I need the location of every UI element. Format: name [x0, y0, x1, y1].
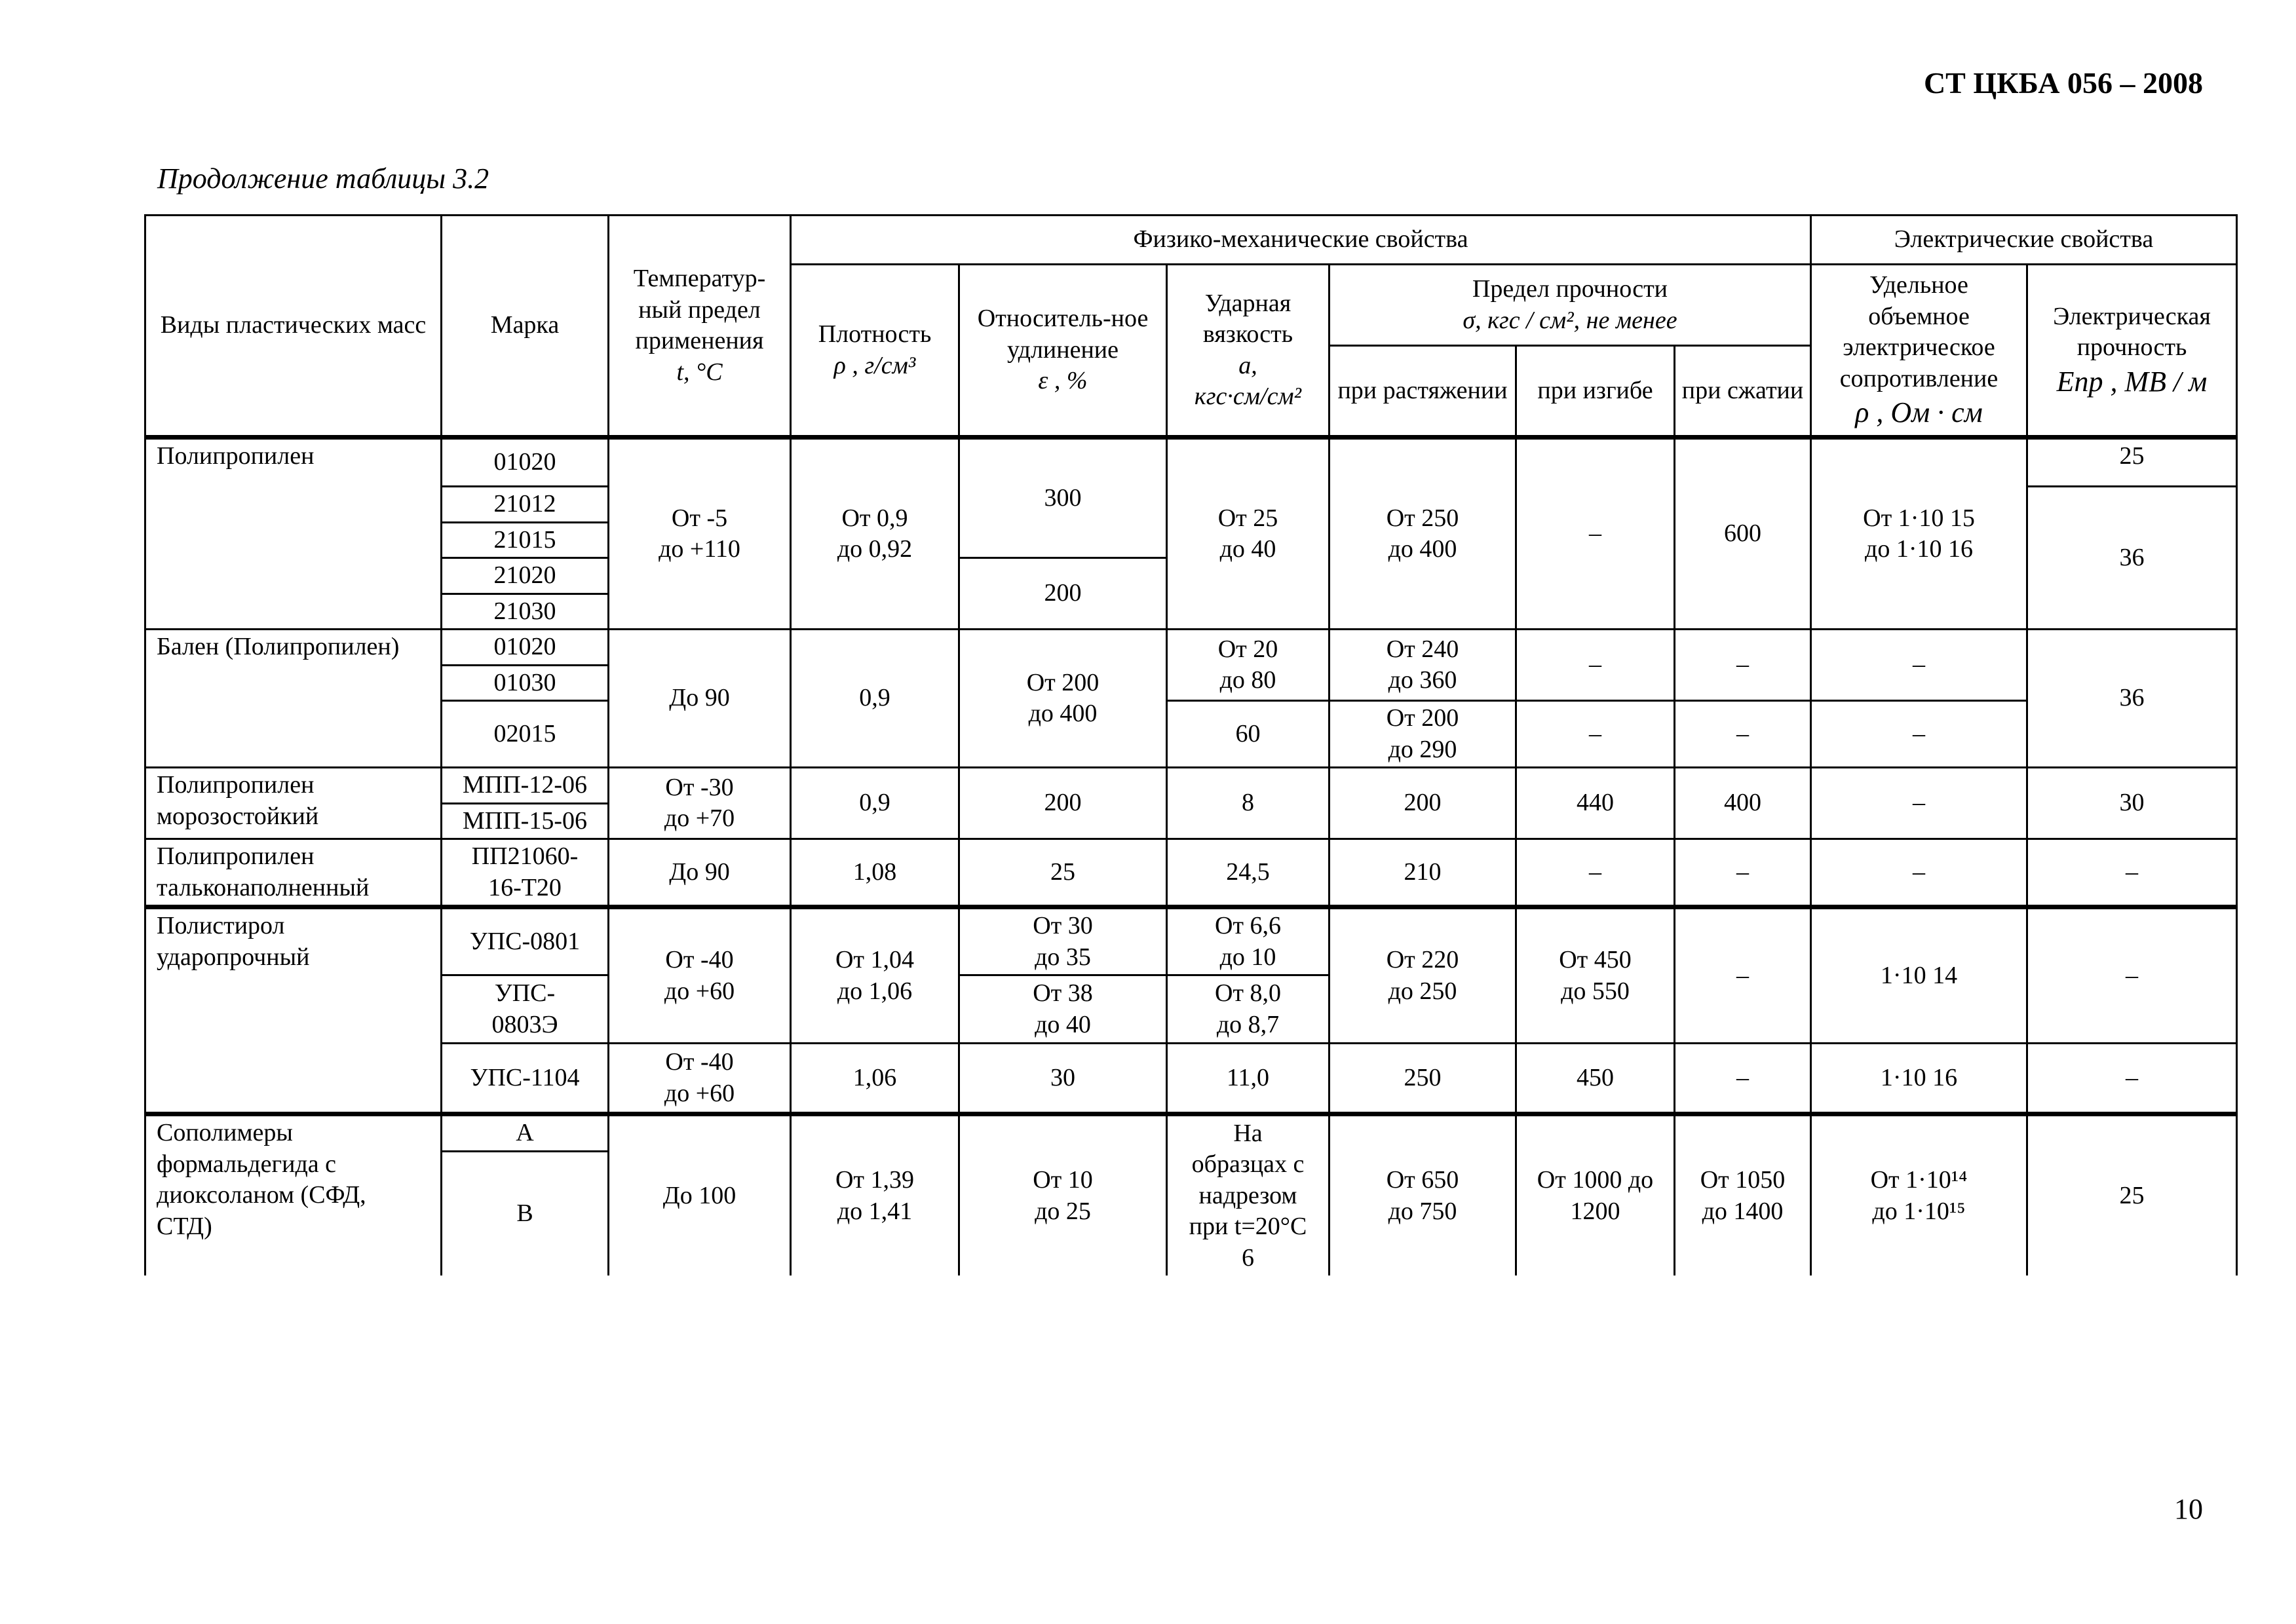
resistivity-cell: –: [1811, 768, 2027, 839]
tension-cell: [1330, 701, 1516, 768]
compression-cell: –: [1675, 839, 1811, 907]
value-line: От -5: [671, 504, 728, 532]
value-line: От -40: [665, 946, 734, 973]
tension-cell: [1330, 438, 1516, 630]
density-cell: [791, 438, 959, 630]
grade-cell: 01020: [442, 438, 609, 487]
value-line: до 1·10¹⁵: [1872, 1197, 1966, 1225]
el-strength-cell: –: [2027, 1044, 2237, 1114]
material-name: [145, 768, 442, 839]
compression-cell: –: [1675, 701, 1811, 768]
compression-cell: [1675, 1114, 1811, 1276]
elongation-cell: [959, 630, 1167, 768]
impact-cell: [1167, 630, 1330, 701]
value-line: до 400: [1028, 700, 1098, 727]
compression-cell: –: [1675, 630, 1811, 701]
value-line: до 1400: [1702, 1197, 1784, 1225]
impact-cell: 60: [1167, 701, 1330, 768]
compression-cell: 600: [1675, 438, 1811, 630]
header-elec-group: Электрические свойства: [1811, 216, 2237, 265]
value-line: От -30: [665, 773, 734, 801]
value-line: От 1000 до: [1537, 1166, 1654, 1194]
value-line: до +70: [664, 804, 735, 832]
header-elongation-symbol: ε , %: [1038, 367, 1088, 395]
table-caption: Продолжение таблицы 3.2: [157, 162, 489, 195]
table-row: [145, 630, 2237, 666]
density-cell: [791, 907, 959, 1044]
el-strength-cell: –: [2027, 907, 2237, 1044]
header-strength-symbol: σ, кгс / см², не менее: [1463, 306, 1677, 334]
header-resistivity: [1811, 265, 2027, 438]
grade-cell: УПС-1104: [442, 1044, 609, 1114]
value-line: 0803Э: [491, 1010, 558, 1038]
bending-cell: –: [1516, 839, 1675, 907]
header-type: Виды пластических масс: [145, 216, 442, 438]
page-number: 10: [2174, 1493, 2203, 1525]
impact-cell: [1167, 1114, 1330, 1276]
value-line: до 8,7: [1216, 1010, 1280, 1038]
value-line: до +60: [664, 977, 735, 1005]
elongation-cell: 200: [959, 558, 1167, 630]
el-strength-cell: 25: [2027, 1114, 2237, 1276]
tension-cell: [1330, 1114, 1516, 1276]
compression-cell: –: [1675, 1044, 1811, 1114]
temp-cell: [609, 907, 791, 1044]
bending-cell: –: [1516, 630, 1675, 701]
temp-cell: [609, 438, 791, 630]
el-strength-cell: 36: [2027, 487, 2237, 630]
grade-cell: [442, 839, 609, 907]
value-line: От 38: [1033, 979, 1093, 1007]
grade-cell: УПС-0801: [442, 907, 609, 975]
temp-cell: До 100: [609, 1114, 791, 1276]
value-line: до 290: [1388, 735, 1457, 763]
header-compression: при сжатии: [1675, 346, 1811, 438]
value-line: От 6,6: [1214, 912, 1282, 939]
elongation-cell: [959, 975, 1167, 1044]
temp-cell: До 90: [609, 839, 791, 907]
density-cell: 0,9: [791, 630, 959, 768]
compression-cell: –: [1675, 907, 1811, 1044]
value-line: до 1,41: [837, 1197, 913, 1225]
table-row: [145, 907, 2237, 975]
header-bending: при изгибе: [1516, 346, 1675, 438]
value-line: От 240: [1386, 635, 1459, 663]
impact-cell: 24,5: [1167, 839, 1330, 907]
resistivity-cell: –: [1811, 630, 2027, 701]
value-line: до 550: [1561, 977, 1630, 1005]
resistivity-cell: –: [1811, 839, 2027, 907]
grade-cell: 01030: [442, 665, 609, 701]
grade-cell: 01020: [442, 630, 609, 666]
grade-cell: [442, 975, 609, 1044]
value-line: 1200: [1570, 1197, 1620, 1225]
name-line: Сополимеры: [157, 1119, 293, 1146]
material-name: [145, 907, 442, 1114]
grade-cell: 21012: [442, 487, 609, 523]
name-line: ударопрочный: [157, 943, 310, 971]
tension-cell: 210: [1330, 839, 1516, 907]
value-line: при t=20°С: [1189, 1213, 1307, 1241]
header-temp: [609, 216, 791, 438]
header-impact: [1167, 265, 1330, 438]
table-row: [145, 438, 2237, 487]
name-line: формальдегида с: [157, 1150, 337, 1178]
grade-cell: 02015: [442, 701, 609, 768]
grade-cell: МПП-12-06: [442, 768, 609, 804]
temp-cell: [609, 1044, 791, 1114]
material-name: [145, 1114, 442, 1276]
value-line: От 250: [1386, 504, 1459, 532]
value-line: От 650: [1386, 1166, 1459, 1194]
bending-cell: [1516, 1114, 1675, 1276]
elongation-cell: [959, 1114, 1167, 1276]
impact-cell: 8: [1167, 768, 1330, 839]
impact-cell: [1167, 907, 1330, 975]
header-resistivity-symbol: ρ , Ом · см: [1855, 396, 1983, 428]
density-cell: 1,06: [791, 1044, 959, 1114]
value-line: до 250: [1388, 977, 1457, 1005]
table-row: [145, 1114, 2237, 1152]
value-line: до 400: [1388, 535, 1457, 563]
header-el-strength-label: Электрическая прочность: [2053, 302, 2211, 361]
value-line: до +60: [664, 1079, 735, 1107]
header-resistivity-label: Удельное объемное электрическое сопротивление: [1839, 271, 1999, 392]
header-density-symbol: ρ , г/см³: [833, 351, 916, 379]
grade-cell: 21020: [442, 558, 609, 594]
grade-cell: 21030: [442, 594, 609, 630]
table-row: [145, 701, 2237, 768]
properties-table: [144, 214, 2238, 1275]
value-line: 16-Т20: [488, 873, 562, 901]
bending-cell: 450: [1516, 1044, 1675, 1114]
value-line: На: [1233, 1119, 1263, 1147]
header-row-1: [145, 216, 2237, 265]
value-line: до 1,06: [837, 977, 913, 1005]
header-density-label: Плотность: [818, 320, 932, 348]
table-row: [145, 1044, 2237, 1114]
resistivity-cell: [1811, 438, 2027, 630]
elongation-cell: 30: [959, 1044, 1167, 1114]
value-line: От 1,39: [835, 1166, 915, 1194]
bending-cell: –: [1516, 438, 1675, 630]
density-cell: 0,9: [791, 768, 959, 839]
grade-cell: А: [442, 1114, 609, 1152]
value-line: От 200: [1386, 704, 1459, 732]
value-line: до 25: [1035, 1197, 1091, 1225]
header-strength-label: Предел прочности: [1472, 275, 1668, 303]
value-line: От 25: [1217, 504, 1278, 532]
value-line: до 40: [1035, 1010, 1091, 1038]
table-row: [145, 768, 2237, 804]
tension-cell: [1330, 630, 1516, 701]
name-line: Полистирол: [157, 912, 285, 939]
header-impact-unit: кгс·см/см²: [1194, 383, 1302, 410]
value-line: до 40: [1219, 535, 1276, 563]
value-line: до +110: [659, 535, 740, 563]
value-line: От 20: [1217, 635, 1278, 663]
grade-cell: В: [442, 1151, 609, 1275]
resistivity-cell: 1·10 14: [1811, 907, 2027, 1044]
header-impact-symbol: а,: [1238, 351, 1257, 379]
table-row: [145, 839, 2237, 907]
value-line: УПС-: [494, 979, 556, 1007]
value-line: От 1·10 15: [1863, 504, 1975, 532]
value-line: надрезом: [1198, 1181, 1297, 1209]
value-line: 6: [1242, 1243, 1254, 1272]
value-line: до 360: [1388, 666, 1457, 694]
impact-cell: [1167, 975, 1330, 1044]
value-line: От 200: [1026, 668, 1100, 696]
header-strength: [1330, 265, 1811, 346]
name-line: диоксоланом (СФД,: [157, 1181, 366, 1209]
elongation-cell: 200: [959, 768, 1167, 839]
value-line: образцах с: [1191, 1150, 1305, 1179]
el-strength-cell: 36: [2027, 630, 2237, 768]
tension-cell: [1330, 907, 1516, 1044]
elongation-cell: 300: [959, 438, 1167, 558]
compression-cell: 400: [1675, 768, 1811, 839]
value-line: От 450: [1559, 946, 1632, 973]
header-density: [791, 265, 959, 438]
header-el-strength-symbol: Eпр , МВ / м: [2056, 365, 2208, 398]
document-code: СТ ЦКБА 056 – 2008: [1923, 66, 2203, 100]
value-line: до 0,92: [837, 535, 913, 563]
value-line: до 80: [1219, 666, 1276, 694]
header-el-strength: [2027, 265, 2237, 438]
bending-cell: [1516, 907, 1675, 1044]
value-line: до 750: [1388, 1197, 1457, 1225]
impact-cell: 11,0: [1167, 1044, 1330, 1114]
header-temp-symbol: t, °C: [676, 358, 723, 386]
name-line: СТД): [157, 1212, 212, 1240]
elongation-cell: [959, 907, 1167, 975]
value-line: ПП21060-: [471, 842, 579, 870]
density-cell: 1,08: [791, 839, 959, 907]
density-cell: [791, 1114, 959, 1276]
header-grade: Марка: [442, 216, 609, 438]
resistivity-cell: –: [1811, 701, 2027, 768]
tension-cell: 200: [1330, 768, 1516, 839]
temp-cell: [609, 768, 791, 839]
value-line: От 30: [1033, 912, 1093, 939]
value-line: От 10: [1033, 1166, 1093, 1194]
material-name: Полипропилен: [145, 438, 442, 630]
header-tension: при растяжении: [1330, 346, 1516, 438]
bending-cell: 440: [1516, 768, 1675, 839]
header-elongation-label: Относитель-ное удлинение: [977, 305, 1149, 364]
value-line: От -40: [665, 1048, 734, 1076]
el-strength-cell: 30: [2027, 768, 2237, 839]
name-line: Полипропилен: [157, 842, 315, 870]
resistivity-cell: [1811, 1114, 2027, 1276]
grade-cell: МПП-15-06: [442, 803, 609, 839]
name-line: тальконаполненный: [157, 873, 370, 901]
elongation-cell: 25: [959, 839, 1167, 907]
bending-cell: –: [1516, 701, 1675, 768]
header-phys-group: Физико-механические свойства: [791, 216, 1811, 265]
grade-cell: 21015: [442, 522, 609, 558]
el-strength-cell: –: [2027, 839, 2237, 907]
header-temp-label: Температур-ный предел применения: [633, 265, 766, 354]
value-line: От 0,9: [841, 504, 908, 532]
value-line: От 1,04: [835, 946, 915, 973]
material-name: [145, 839, 442, 907]
material-name: Бален (Полипропилен): [145, 630, 442, 768]
header-impact-label: Ударная вязкость: [1202, 289, 1293, 348]
value-line: до 1·10 16: [1865, 535, 1973, 563]
el-strength-cell: 25: [2027, 438, 2237, 487]
value-line: От 220: [1386, 946, 1459, 973]
name-line: морозостойкий: [157, 802, 319, 830]
value-line: От 1·10¹⁴: [1870, 1166, 1968, 1194]
value-line: до 10: [1219, 943, 1276, 971]
name-line: Полипропилен: [157, 771, 315, 799]
resistivity-cell: 1·10 16: [1811, 1044, 2027, 1114]
value-line: От 1050: [1700, 1166, 1786, 1194]
header-elongation: [959, 265, 1167, 438]
value-line: От 8,0: [1214, 979, 1282, 1007]
tension-cell: 250: [1330, 1044, 1516, 1114]
temp-cell: До 90: [609, 630, 791, 768]
impact-cell: [1167, 438, 1330, 630]
value-line: до 35: [1035, 943, 1091, 971]
